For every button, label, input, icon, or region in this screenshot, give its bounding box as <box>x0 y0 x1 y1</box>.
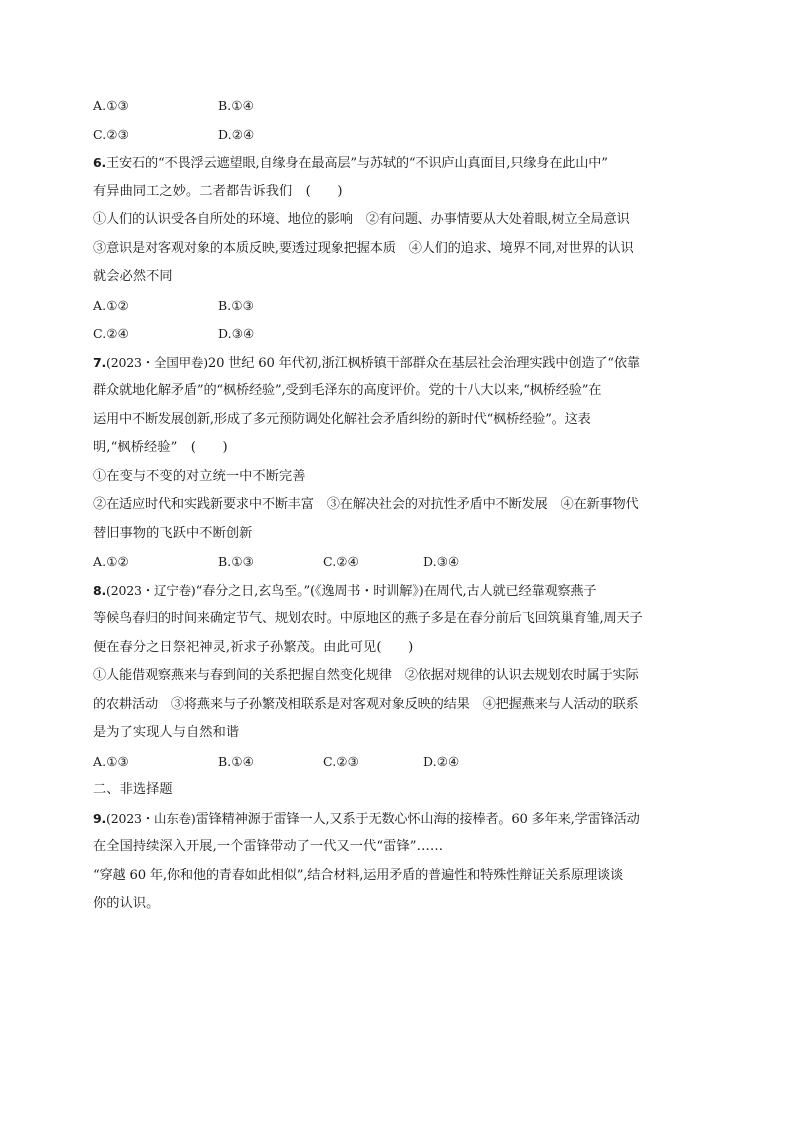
q8-options-row <box>93 748 703 777</box>
q7-number: 7. <box>93 354 107 370</box>
q7-choice-line-2: ②在适应时代和实践新要求中不断丰富 ③在解决社会的对抗性矛盾中不断发展 ④在新事物代 <box>93 497 639 512</box>
q7-source: (2023・全国甲卷) <box>106 354 208 370</box>
q7-option-b[interactable]: B.①③ <box>218 554 254 569</box>
q7-stem-line-2: 群众就地化解矛盾”的“枫桥经验”,受到毛泽东的高度评价。党的十八大以来,“枫桥经验”在 <box>93 383 602 398</box>
q6-option-b[interactable]: B.①③ <box>218 297 254 313</box>
q5-option-c[interactable]: C.②③ <box>93 126 129 142</box>
q6-stem-line-1 <box>93 149 703 178</box>
q7-stem-text-1: 20 世纪 60 年代初,浙江枫桥镇干部群众在基层社会治理实践中创造了“依靠 <box>207 355 640 371</box>
q6-options-row-1 <box>93 292 703 321</box>
q8-stem-line-1 <box>93 577 703 606</box>
q9-stem-line-1 <box>93 805 703 834</box>
q7-choice-line-1: ①在变与不变的对立统一中不断完善 <box>93 468 306 484</box>
q9-stem-line-4: 你的认识。 <box>93 896 160 911</box>
q8-stem-line-2: 等候鸟春归的时间来确定节气、规划农时。中原地区的燕子多是在春分前后飞回筑巢育雏,周天子 <box>93 611 643 626</box>
q8-number: 8. <box>93 582 107 598</box>
q8-stem-line-3: 便在春分之日祭祀神灵,祈求子孙繁茂。由此可见( ) <box>93 639 414 655</box>
q7-choice-line-3: 替旧事物的飞跃中不断创新 <box>93 525 253 541</box>
q6-option-c[interactable]: C.②④ <box>93 326 129 341</box>
q9-stem-text-1: 雷锋精神源于雷锋一人,又系于无数心怀山海的接棒者。60 多年来,学雷锋活动 <box>195 811 640 827</box>
q9-stem-line-2: 在全国持续深入开展,一个雷锋带动了一代又一代“雷锋”…… <box>93 839 444 854</box>
q8-stem-text-1: “春分之日,玄鸟至。”(《逸周书・时训解》)在周代,古人就已经靠观察燕子 <box>195 583 597 599</box>
q9-source: (2023・山东卷) <box>106 810 196 826</box>
q8-choice-line-1: ①人能借观察燕来与春到间的关系把握自然变化规律 ②依据对规律的认识去规划农时属于实际 <box>93 668 639 683</box>
q8-source: (2023・辽宁卷) <box>106 582 196 598</box>
q7-options-row <box>93 548 703 577</box>
q6-choice-line-2: ③意识是对客观对象的本质反映,要透过现象把握本质 ④人们的追求、境界不同,对世界的认识 <box>93 240 634 256</box>
q9-stem-line-3: “穿越 60 年,你和他的青春如此相似”,结合材料,运用矛盾的普遍性和特殊性辩证关系原理谈谈 <box>93 867 623 883</box>
q5-options-row-1 <box>93 92 703 121</box>
q5-option-b[interactable]: B.①④ <box>218 98 254 113</box>
q8-option-a[interactable]: A.①③ <box>93 753 129 769</box>
q6-options-row-2 <box>93 320 703 349</box>
q8-option-b[interactable]: B.①④ <box>218 753 254 769</box>
q6-stem-text-1: 王安石的“不畏浮云遮望眼,自缘身在最高层”与苏轼的“不识庐山真面目,只缘身在此山中” <box>106 156 608 171</box>
q6-choice-line-1: ①人们的认识受各自所处的环境、地位的影响 ②有问题、办事情要从大处着眼,树立全局意识 <box>93 212 630 227</box>
q8-option-d[interactable]: D.②④ <box>423 753 460 769</box>
q6-number: 6. <box>93 155 107 170</box>
q5-options-row-2 <box>93 121 703 150</box>
q8-option-c[interactable]: C.②③ <box>323 753 359 769</box>
q7-stem-line-4: 明,“枫桥经验” ( ) <box>93 440 228 455</box>
q6-choice-line-3: 就会必然不同 <box>93 269 173 284</box>
q5-option-a[interactable]: A.①③ <box>93 98 129 113</box>
q7-option-a[interactable]: A.①② <box>93 554 129 569</box>
q6-option-d[interactable]: D.③④ <box>218 326 255 341</box>
q6-option-a[interactable]: A.①② <box>93 297 129 313</box>
q7-stem-line-3: 运用中不断发展创新,形成了多元预防调处化解社会矛盾纠纷的新时代“枫桥经验”。这表 <box>93 411 591 427</box>
q6-stem-line-2: 有异曲同工之妙。二者都告诉我们 ( ) <box>93 183 343 199</box>
q9-number: 9. <box>93 810 107 826</box>
q7-option-d[interactable]: D.③④ <box>423 554 460 569</box>
q7-option-c[interactable]: C.②④ <box>323 554 359 569</box>
exam-page <box>93 92 703 919</box>
section-heading-non-choice: 二、非选择题 <box>93 782 173 797</box>
q8-choice-line-3: 是为了实现人与自然和谐 <box>93 725 240 740</box>
q7-stem-line-1 <box>93 349 703 378</box>
q5-option-d[interactable]: D.②④ <box>218 126 255 142</box>
q8-choice-line-2: 的农耕活动 ③将燕来与子孙繁茂相联系是对客观对象反映的结果 ④把握燕来与人活动的联系 <box>93 696 639 712</box>
